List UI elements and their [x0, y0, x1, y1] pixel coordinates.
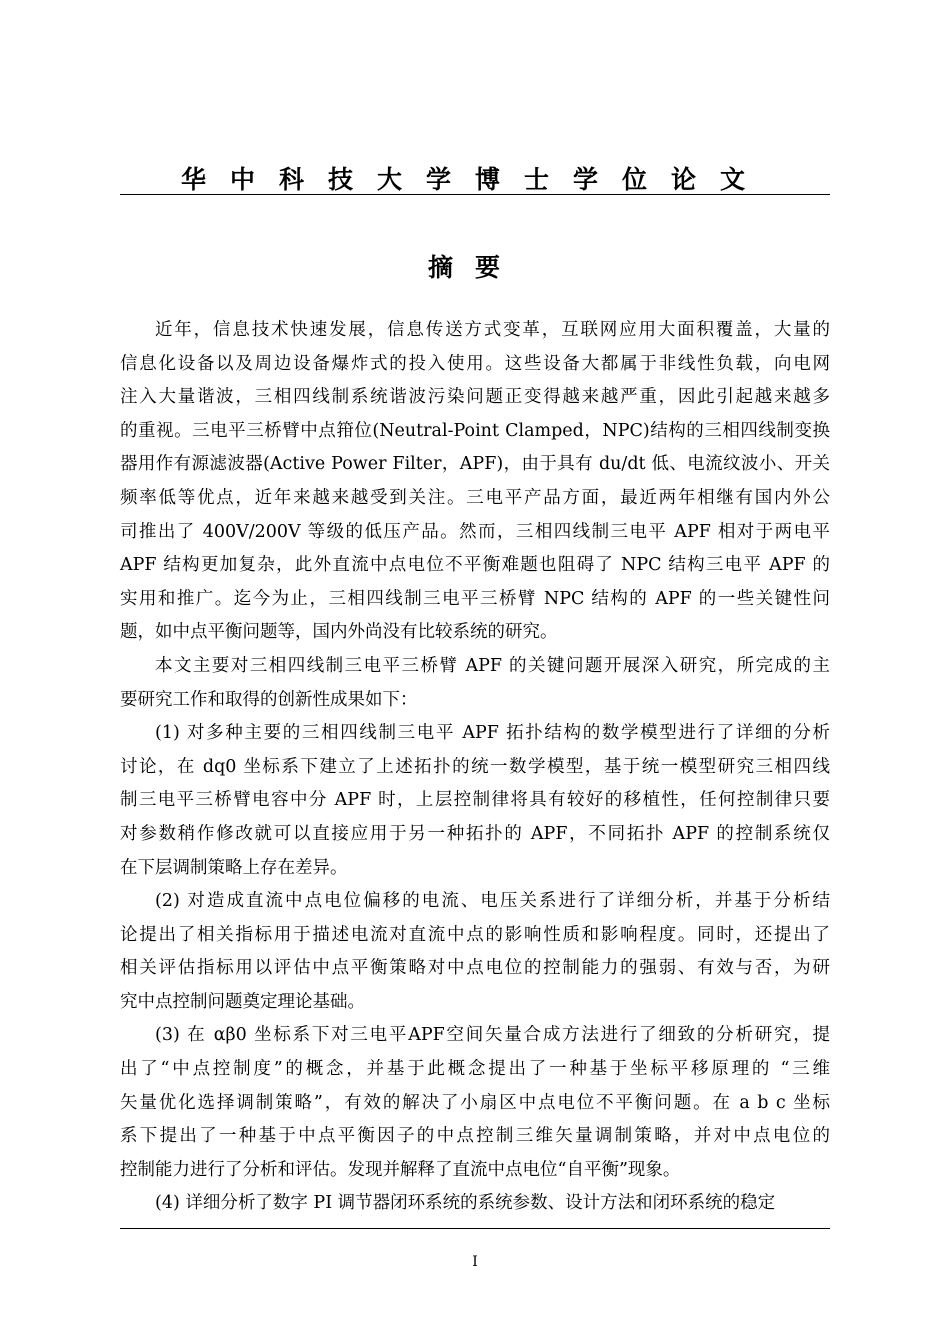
footer-rule [120, 1228, 830, 1229]
paragraph-line: 信息化设备以及周边设备爆炸式的投入使用。这些设备大都属于非线性负载，向电网 [120, 353, 830, 374]
header-rule [120, 194, 830, 195]
paragraph-line: (3) 在 αβ0 坐标系下对三电平APF空间矢量合成方法进行了细致的分析研究，提 [155, 1025, 830, 1046]
paragraph-line: 在下层调制策略上存在差异。 [120, 857, 348, 878]
body-paragraph [120, 885, 830, 1019]
page-title: 摘要 [427, 253, 522, 282]
paragraph-line: 究中点控制问题奠定理论基础。 [120, 991, 365, 1012]
paragraph-line: 要研究工作和取得的创新性成果如下： [120, 689, 418, 710]
body-paragraph [120, 1187, 830, 1221]
page-number: I [472, 1254, 478, 1270]
paragraph-line: 器用作有源滤波器(Active Power Filter，APF)，由于具有 du/dt 低、电流纹波小、开关 [120, 454, 830, 475]
paragraph-line: 矢量优化选择调制策略”，有效的解决了小扇区中点电位不平衡问题。在 a b c 坐标 [120, 1092, 830, 1113]
body-paragraph [120, 1019, 830, 1187]
paragraph-line: 频率低等优点，近年来越来越受到关注。三电平产品方面，最近两年相继有国内外公 [120, 487, 830, 508]
body-paragraph [120, 717, 830, 885]
paragraph-line: 出了“中点控制度”的概念，并基于此概念提出了一种基于坐标平移原理的 “三维 [120, 1059, 830, 1080]
body-paragraph [120, 650, 830, 717]
paragraph-line: 控制能力进行了分析和评估。发现并解释了直流中点电位“自平衡”现象。 [120, 1159, 681, 1180]
paragraph-line: 系下提出了一种基于中点平衡因子的中点控制三维矢量调制策略，并对中点电位的 [120, 1126, 830, 1147]
paragraph-line: 对参数稍作修改就可以直接应用于另一种拓扑的 APF，不同拓扑 APF 的控制系统仅 [120, 823, 830, 844]
running-header: 华中科技大学博士学位论文 [180, 165, 769, 194]
paragraph-line: 实用和推广。迄今为止，三相四线制三电平三桥臂 NPC 结构的 APF 的一些关键性问 [120, 588, 830, 609]
body-paragraph [120, 314, 830, 650]
paragraph-line: 制三电平三桥臂电容中分 APF 时，上层控制律将具有较好的移植性，任何控制律只要 [120, 790, 830, 811]
paragraph-line: 论提出了相关指标用于描述电流对直流中点的影响性质和影响程度。同时，还提出了 [120, 924, 830, 945]
paragraph-line: 近年，信息技术快速发展，信息传送方式变革，互联网应用大面积覆盖，大量的 [155, 320, 830, 340]
paragraph-line: (4) 详细分析了数字 PI 调节器闭环系统的系统参数、设计方法和闭环系统的稳定 [155, 1193, 776, 1214]
paragraph-line: APF 结构更加复杂，此外直流中点电位不平衡难题也阻碍了 NPC 结构三电平 APF 的 [120, 555, 830, 576]
paragraph-line: 的重视。三电平三桥臂中点箝位(Neutral-Point Clamped，NPC)结构的三相四线制变换 [120, 420, 830, 441]
abstract-body [120, 314, 830, 1221]
paragraph-line: 注入大量谐波，三相四线制系统谐波污染问题正变得越来越严重，因此引起越来越多 [120, 387, 830, 408]
paragraph-line: 本文主要对三相四线制三电平三桥臂 APF 的关键问题开展深入研究，所完成的主 [155, 655, 830, 676]
paragraph-line: 题，如中点平衡问题等，国内外尚没有比较系统的研究。 [120, 622, 558, 643]
paragraph-line: 相关评估指标用以评估中点平衡策略对中点电位的控制能力的强弱、有效与否，为研 [120, 958, 830, 979]
paragraph-line: (2) 对造成直流中点电位偏移的电流、电压关系进行了详细分析，并基于分析结 [155, 891, 830, 912]
paragraph-line: 讨论，在 dq0 坐标系下建立了上述拓扑的统一数学模型，基于统一模型研究三相四线 [120, 756, 830, 777]
paragraph-line: (1) 对多种主要的三相四线制三电平 APF 拓扑结构的数学模型进行了详细的分析 [155, 723, 830, 744]
paragraph-line: 司推出了 400V/200V 等级的低压产品。然而，三相四线制三电平 APF 相对于两电平 [120, 521, 830, 542]
